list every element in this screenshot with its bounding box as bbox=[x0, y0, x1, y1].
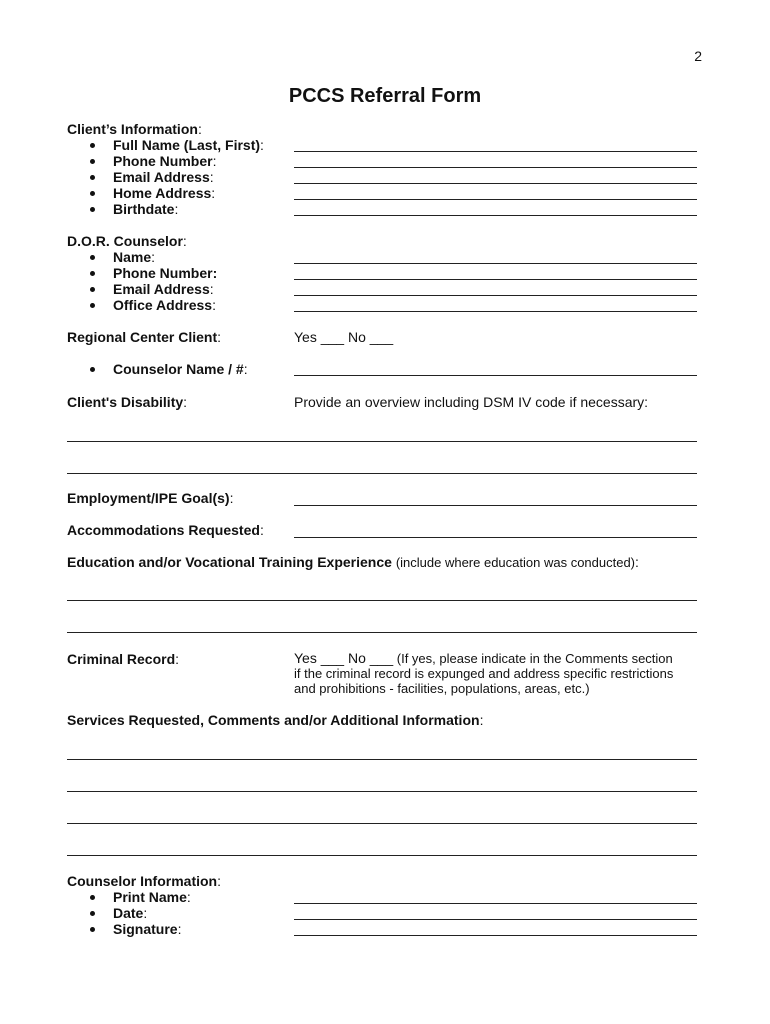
dor-counselor-heading: D.O.R. Counselor: bbox=[67, 233, 187, 249]
disability-instruction: Provide an overview including DSM IV code if necessary: bbox=[294, 394, 649, 410]
client-email-field[interactable] bbox=[294, 183, 697, 184]
form-title: PCCS Referral Form bbox=[288, 85, 482, 107]
dor-name-field[interactable] bbox=[294, 263, 697, 264]
dor-office-address-label: Office Address: bbox=[113, 297, 216, 313]
disability-label: Client's Disability: bbox=[67, 394, 188, 410]
education-heading: Education and/or Vocational Training Experience (include where education was conducted): bbox=[67, 554, 639, 570]
date-field[interactable] bbox=[294, 919, 697, 920]
criminal-record-label: Criminal Record: bbox=[67, 651, 180, 667]
bullet-icon bbox=[90, 927, 95, 932]
client-full-name-label: Full Name (Last, First): bbox=[113, 137, 264, 153]
client-birthdate-label: Birthdate: bbox=[113, 201, 179, 217]
bullet-icon bbox=[90, 367, 95, 372]
education-field-line-2[interactable] bbox=[67, 632, 697, 633]
disability-field-line-2[interactable] bbox=[67, 473, 697, 474]
employment-goal-field[interactable] bbox=[294, 505, 697, 506]
bullet-icon bbox=[90, 191, 95, 196]
client-full-name-field[interactable] bbox=[294, 151, 697, 152]
services-field-line-2[interactable] bbox=[67, 791, 697, 792]
dor-email-field[interactable] bbox=[294, 295, 697, 296]
services-field-line-4[interactable] bbox=[67, 855, 697, 856]
criminal-record-response: Yes ___ No ___ (If yes, please indicate in the Comments section if the criminal record is expunged and address specific restrictions and prohibitions - facilities, populations, areas, etc.) bbox=[294, 650, 674, 696]
client-home-address-field[interactable] bbox=[294, 199, 697, 200]
services-field-line-1[interactable] bbox=[67, 759, 697, 760]
bullet-icon bbox=[90, 207, 95, 212]
bullet-icon bbox=[90, 159, 95, 164]
client-birthdate-field[interactable] bbox=[294, 215, 697, 216]
accommodations-field[interactable] bbox=[294, 537, 697, 538]
regional-center-label: Regional Center Client: bbox=[67, 329, 222, 345]
services-field-line-3[interactable] bbox=[67, 823, 697, 824]
client-home-address-label: Home Address: bbox=[113, 185, 216, 201]
accommodations-label: Accommodations Requested: bbox=[67, 522, 264, 538]
client-phone-field[interactable] bbox=[294, 167, 697, 168]
bullet-icon bbox=[90, 895, 95, 900]
education-field-line-1[interactable] bbox=[67, 600, 697, 601]
bullet-icon bbox=[90, 287, 95, 292]
disability-field-line-1[interactable] bbox=[67, 441, 697, 442]
signature-field[interactable] bbox=[294, 935, 697, 936]
bullet-icon bbox=[90, 271, 95, 276]
print-name-label: Print Name: bbox=[113, 889, 191, 905]
services-heading: Services Requested, Comments and/or Additional Information: bbox=[67, 712, 484, 728]
regional-counselor-label: Counselor Name / #: bbox=[113, 361, 248, 377]
dor-email-label: Email Address: bbox=[113, 281, 214, 297]
counselor-info-heading: Counselor Information: bbox=[67, 873, 222, 889]
date-label: Date: bbox=[113, 905, 148, 921]
regional-counselor-field[interactable] bbox=[294, 375, 697, 376]
client-email-label: Email Address: bbox=[113, 169, 214, 185]
bullet-icon bbox=[90, 255, 95, 260]
dor-phone-field[interactable] bbox=[294, 279, 697, 280]
page-number: 2 bbox=[694, 48, 702, 64]
criminal-record-yes-no[interactable]: Yes ___ No ___ bbox=[294, 650, 394, 666]
print-name-field[interactable] bbox=[294, 903, 697, 904]
employment-goal-label: Employment/IPE Goal(s): bbox=[67, 490, 234, 506]
dor-office-address-field[interactable] bbox=[294, 311, 697, 312]
client-phone-label: Phone Number: bbox=[113, 153, 217, 169]
bullet-icon bbox=[90, 175, 95, 180]
dor-phone-label: Phone Number: bbox=[113, 265, 218, 281]
bullet-icon bbox=[90, 911, 95, 916]
bullet-icon bbox=[90, 303, 95, 308]
dor-name-label: Name: bbox=[113, 249, 156, 265]
signature-label: Signature: bbox=[113, 921, 182, 937]
bullet-icon bbox=[90, 143, 95, 148]
regional-center-yes-no[interactable]: Yes ___ No ___ bbox=[294, 329, 394, 345]
client-info-heading: Client’s Information: bbox=[67, 121, 202, 137]
